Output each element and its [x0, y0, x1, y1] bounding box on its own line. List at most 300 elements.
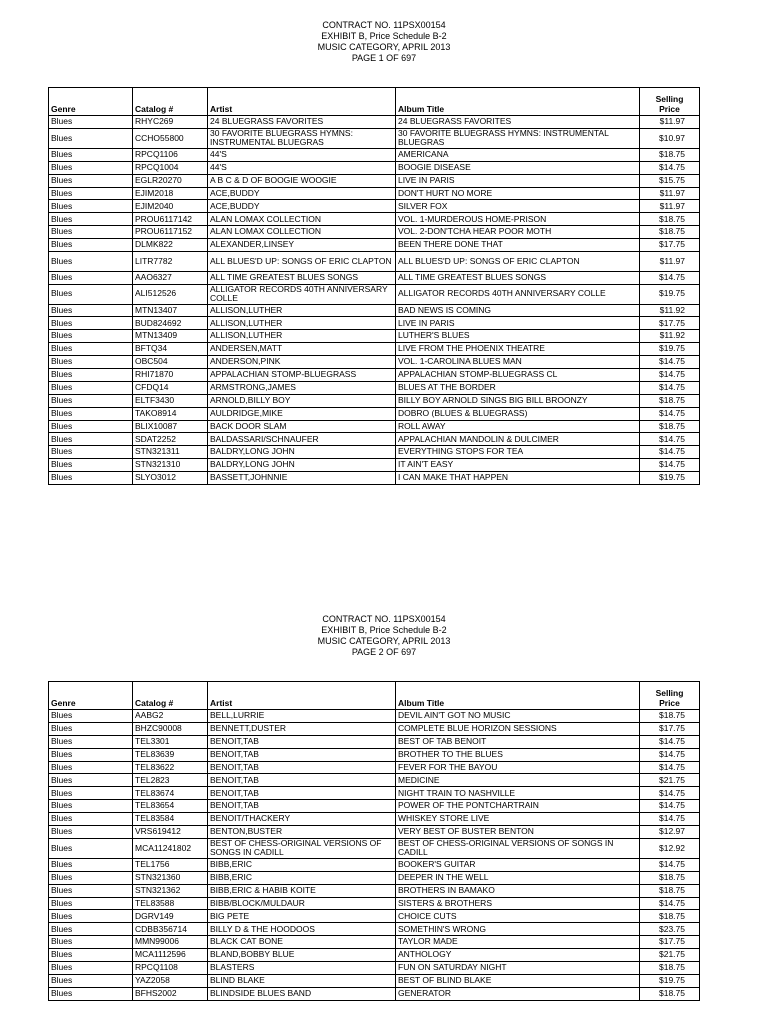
cell-artist: ARMSTRONG,JAMES — [208, 381, 396, 394]
cell-price: $14.75 — [640, 368, 700, 381]
cell-price: $21.75 — [640, 949, 700, 962]
cell-artist: BIBB,ERIC & HABIB KOITE — [208, 884, 396, 897]
cell-genre: Blues — [49, 213, 133, 226]
cell-genre: Blues — [49, 710, 133, 723]
cell-price: $11.97 — [640, 252, 700, 272]
cell-catalog: TEL83622 — [133, 761, 208, 774]
table-row — [49, 774, 700, 787]
table-row — [49, 787, 700, 800]
cell-catalog: STN321310 — [133, 459, 208, 472]
cell-genre: Blues — [49, 459, 133, 472]
cell-album: TAYLOR MADE — [396, 936, 640, 949]
table-row — [49, 420, 700, 433]
category-title: MUSIC CATEGORY, APRIL 2013 — [317, 636, 451, 646]
table-row — [49, 381, 700, 394]
cell-genre: Blues — [49, 974, 133, 987]
cell-genre: Blues — [49, 800, 133, 813]
cell-artist: ANDERSON,PINK — [208, 356, 396, 369]
cell-artist: BENNETT,DUSTER — [208, 722, 396, 735]
cell-artist: BLASTERS — [208, 962, 396, 975]
cell-price: $14.75 — [640, 858, 700, 871]
cell-genre: Blues — [49, 343, 133, 356]
cell-genre: Blues — [49, 304, 133, 317]
cell-price: $14.75 — [640, 748, 700, 761]
cell-artist: ALL BLUES'D UP: SONGS OF ERIC CLAPTON — [208, 252, 396, 272]
cell-album: WHISKEY STORE LIVE — [396, 813, 640, 826]
cell-artist: ALL TIME GREATEST BLUES SONGS — [208, 271, 396, 284]
price-header-line-2: Price — [659, 697, 680, 708]
price-header-line-1: Selling — [655, 94, 684, 104]
cell-price: $12.97 — [640, 826, 700, 839]
cell-genre: Blues — [49, 987, 133, 1000]
cell-album: FEVER FOR THE BAYOU — [396, 761, 640, 774]
exhibit-title: EXHIBIT B, Price Schedule B-2 — [321, 31, 447, 41]
cell-catalog: PROU6117152 — [133, 226, 208, 239]
cell-genre: Blues — [49, 200, 133, 213]
table-row — [49, 871, 700, 884]
cell-catalog: RPCQ1106 — [133, 148, 208, 161]
cell-catalog: OBC504 — [133, 356, 208, 369]
cell-genre: Blues — [49, 394, 133, 407]
contract-number: CONTRACT NO. 11PSX00154 — [322, 614, 446, 624]
cell-price: $18.75 — [640, 420, 700, 433]
cell-genre: Blues — [49, 748, 133, 761]
cell-catalog: STN321362 — [133, 884, 208, 897]
cell-artist: ALAN LOMAX COLLECTION — [208, 213, 396, 226]
cell-catalog: EJIM2040 — [133, 200, 208, 213]
cell-price: $11.97 — [640, 187, 700, 200]
page-1-header — [0, 20, 768, 64]
cell-genre: Blues — [49, 174, 133, 187]
cell-price: $18.75 — [640, 226, 700, 239]
cell-album: MEDICINE — [396, 774, 640, 787]
cell-price: $14.75 — [640, 407, 700, 420]
cell-genre: Blues — [49, 838, 133, 858]
cell-album: ALLIGATOR RECORDS 40TH ANNIVERSARY COLLE — [396, 284, 640, 304]
table-row — [49, 974, 700, 987]
cell-album: ANTHOLOGY — [396, 949, 640, 962]
table-row — [49, 407, 700, 420]
cell-artist: ALLISON,LUTHER — [208, 317, 396, 330]
cell-genre: Blues — [49, 962, 133, 975]
cell-album: NIGHT TRAIN TO NASHVILLE — [396, 787, 640, 800]
table-row — [49, 330, 700, 343]
cell-artist: 44'S — [208, 148, 396, 161]
table-row — [49, 923, 700, 936]
exhibit-title: EXHIBIT B, Price Schedule B-2 — [321, 625, 447, 635]
cell-catalog: DGRV149 — [133, 910, 208, 923]
cell-genre: Blues — [49, 446, 133, 459]
cell-catalog: RPCQ1108 — [133, 962, 208, 975]
cell-album: SOMETHIN'S WRONG — [396, 923, 640, 936]
cell-artist: 44'S — [208, 161, 396, 174]
cell-album: ALL BLUES'D UP: SONGS OF ERIC CLAPTON — [396, 252, 640, 272]
cell-album: BROTHER TO THE BLUES — [396, 748, 640, 761]
cell-genre: Blues — [49, 148, 133, 161]
cell-genre: Blues — [49, 271, 133, 284]
cell-genre: Blues — [49, 330, 133, 343]
cell-artist: ALLIGATOR RECORDS 40TH ANNIVERSARY COLLE — [208, 284, 396, 304]
table-row — [49, 910, 700, 923]
cell-catalog: LITR7782 — [133, 252, 208, 272]
cell-price: $14.75 — [640, 161, 700, 174]
cell-catalog: CCHO55800 — [133, 128, 208, 148]
cell-artist: BENOIT/THACKERY — [208, 813, 396, 826]
column-header-price — [640, 682, 700, 710]
cell-catalog: CDBB356714 — [133, 923, 208, 936]
cell-price: $23.75 — [640, 923, 700, 936]
cell-album: SILVER FOX — [396, 200, 640, 213]
table-row — [49, 252, 700, 272]
cell-catalog: SLYO3012 — [133, 472, 208, 485]
cell-album: ROLL AWAY — [396, 420, 640, 433]
cell-catalog: CFDQ14 — [133, 381, 208, 394]
cell-album: ALL TIME GREATEST BLUES SONGS — [396, 271, 640, 284]
price-schedule-table-page-1 — [48, 87, 700, 485]
cell-genre: Blues — [49, 317, 133, 330]
cell-album: SISTERS & BROTHERS — [396, 897, 640, 910]
cell-price: $15.75 — [640, 174, 700, 187]
cell-price: $19.75 — [640, 284, 700, 304]
cell-genre: Blues — [49, 735, 133, 748]
cell-genre: Blues — [49, 381, 133, 394]
table-row — [49, 128, 700, 148]
table-row — [49, 987, 700, 1000]
cell-artist: BENOIT,TAB — [208, 774, 396, 787]
cell-price: $11.97 — [640, 200, 700, 213]
cell-price: $19.75 — [640, 472, 700, 485]
cell-price: $14.75 — [640, 271, 700, 284]
table-header-row — [49, 682, 700, 710]
cell-artist: BENOIT,TAB — [208, 761, 396, 774]
table-row — [49, 187, 700, 200]
cell-price: $18.75 — [640, 987, 700, 1000]
cell-album: DEEPER IN THE WELL — [396, 871, 640, 884]
contract-number: CONTRACT NO. 11PSX00154 — [322, 20, 446, 30]
table-body — [49, 710, 700, 1001]
cell-artist: ACE,BUDDY — [208, 187, 396, 200]
cell-price: $14.75 — [640, 813, 700, 826]
cell-genre: Blues — [49, 722, 133, 735]
cell-artist: ALLISON,LUTHER — [208, 304, 396, 317]
cell-catalog: BUD824692 — [133, 317, 208, 330]
cell-album: 24 BLUEGRASS FAVORITES — [396, 116, 640, 129]
category-title: MUSIC CATEGORY, APRIL 2013 — [317, 42, 451, 52]
cell-album: LIVE IN PARIS — [396, 174, 640, 187]
price-schedule-table-page-2 — [48, 681, 700, 1001]
table-row — [49, 394, 700, 407]
cell-catalog: BHZC90008 — [133, 722, 208, 735]
cell-artist: BENOIT,TAB — [208, 800, 396, 813]
cell-artist: 24 BLUEGRASS FAVORITES — [208, 116, 396, 129]
cell-catalog: EJIM2018 — [133, 187, 208, 200]
cell-artist: A B C & D OF BOOGIE WOOGIE — [208, 174, 396, 187]
cell-artist: BIBB,ERIC — [208, 858, 396, 871]
cell-artist: BACK DOOR SLAM — [208, 420, 396, 433]
cell-catalog: AAO6327 — [133, 271, 208, 284]
cell-price: $18.75 — [640, 213, 700, 226]
cell-genre: Blues — [49, 420, 133, 433]
price-header-line-1: Selling — [655, 688, 684, 698]
cell-price: $19.75 — [640, 343, 700, 356]
table-row — [49, 735, 700, 748]
cell-catalog: MMN99006 — [133, 936, 208, 949]
table-row — [49, 962, 700, 975]
cell-catalog: EGLR20270 — [133, 174, 208, 187]
cell-catalog: RHYC269 — [133, 116, 208, 129]
cell-price: $14.75 — [640, 381, 700, 394]
cell-price: $11.92 — [640, 304, 700, 317]
cell-artist: BIG PETE — [208, 910, 396, 923]
cell-artist: BEST OF CHESS-ORIGINAL VERSIONS OF SONGS IN CADILL — [208, 838, 396, 858]
cell-genre: Blues — [49, 923, 133, 936]
cell-genre: Blues — [49, 761, 133, 774]
cell-album: BEST OF CHESS-ORIGINAL VERSIONS OF SONGS IN CADILL — [396, 838, 640, 858]
cell-album: I CAN MAKE THAT HAPPEN — [396, 472, 640, 485]
table-row — [49, 116, 700, 129]
cell-artist: BENOIT,TAB — [208, 748, 396, 761]
cell-catalog: TEL83588 — [133, 897, 208, 910]
cell-genre: Blues — [49, 871, 133, 884]
cell-price: $18.75 — [640, 710, 700, 723]
table-row — [49, 200, 700, 213]
cell-price: $17.75 — [640, 317, 700, 330]
table-row — [49, 304, 700, 317]
cell-price: $17.75 — [640, 239, 700, 252]
cell-artist: BALDRY,LONG JOHN — [208, 446, 396, 459]
column-header-artist: Artist — [208, 682, 396, 710]
cell-album: EVERYTHING STOPS FOR TEA — [396, 446, 640, 459]
cell-catalog: TAKO8914 — [133, 407, 208, 420]
cell-album: 30 FAVORITE BLUEGRASS HYMNS: INSTRUMENTAL BLUEGRAS — [396, 128, 640, 148]
cell-catalog: PROU6117142 — [133, 213, 208, 226]
cell-genre: Blues — [49, 187, 133, 200]
cell-price: $14.75 — [640, 446, 700, 459]
cell-artist: BIBB,ERIC — [208, 871, 396, 884]
cell-album: BEST OF TAB BENOIT — [396, 735, 640, 748]
price-header-line-2: Price — [659, 103, 680, 114]
table-row — [49, 356, 700, 369]
column-header-artist: Artist — [208, 88, 396, 116]
cell-album: BEST OF BLIND BLAKE — [396, 974, 640, 987]
cell-catalog: TEL3301 — [133, 735, 208, 748]
cell-price: $18.75 — [640, 884, 700, 897]
cell-album: BOOKER'S GUITAR — [396, 858, 640, 871]
cell-artist: BALDRY,LONG JOHN — [208, 459, 396, 472]
cell-genre: Blues — [49, 128, 133, 148]
cell-price: $21.75 — [640, 774, 700, 787]
cell-album: LIVE IN PARIS — [396, 317, 640, 330]
cell-catalog: AABG2 — [133, 710, 208, 723]
cell-artist: BLACK CAT BONE — [208, 936, 396, 949]
cell-album: APPALACHIAN STOMP-BLUEGRASS CL — [396, 368, 640, 381]
cell-catalog: TEL83654 — [133, 800, 208, 813]
cell-album: COMPLETE BLUE HORIZON SESSIONS — [396, 722, 640, 735]
cell-price: $14.75 — [640, 761, 700, 774]
table-row — [49, 761, 700, 774]
cell-artist: ACE,BUDDY — [208, 200, 396, 213]
cell-album: BAD NEWS IS COMING — [396, 304, 640, 317]
cell-catalog: TEL1756 — [133, 858, 208, 871]
column-header-catalog: Catalog # — [133, 682, 208, 710]
cell-genre: Blues — [49, 813, 133, 826]
cell-artist: BENTON,BUSTER — [208, 826, 396, 839]
cell-album: BEEN THERE DONE THAT — [396, 239, 640, 252]
cell-catalog: TEL83674 — [133, 787, 208, 800]
table-row — [49, 213, 700, 226]
cell-artist: BIBB/BLOCK/MULDAUR — [208, 897, 396, 910]
table-row — [49, 858, 700, 871]
cell-catalog: DLMK822 — [133, 239, 208, 252]
cell-artist: 30 FAVORITE BLUEGRASS HYMNS: INSTRUMENTAL BLUEGRAS — [208, 128, 396, 148]
cell-artist: BLIND BLAKE — [208, 974, 396, 987]
cell-catalog: RHI71870 — [133, 368, 208, 381]
table-row — [49, 459, 700, 472]
cell-artist: BENOIT,TAB — [208, 735, 396, 748]
table-row — [49, 271, 700, 284]
cell-artist: ALEXANDER,LINSEY — [208, 239, 396, 252]
table-row — [49, 897, 700, 910]
cell-price: $12.92 — [640, 838, 700, 858]
cell-price: $14.75 — [640, 433, 700, 446]
table-row — [49, 343, 700, 356]
cell-catalog: SDAT2252 — [133, 433, 208, 446]
cell-album: LUTHER'S BLUES — [396, 330, 640, 343]
cell-album: FUN ON SATURDAY NIGHT — [396, 962, 640, 975]
cell-artist: BASSETT,JOHNNIE — [208, 472, 396, 485]
cell-catalog: MTN13407 — [133, 304, 208, 317]
cell-artist: ARNOLD,BILLY BOY — [208, 394, 396, 407]
column-header-genre: Genre — [49, 88, 133, 116]
cell-price: $18.75 — [640, 962, 700, 975]
cell-genre: Blues — [49, 910, 133, 923]
table-row — [49, 148, 700, 161]
cell-genre: Blues — [49, 252, 133, 272]
cell-artist: BALDASSARI/SCHNAUFER — [208, 433, 396, 446]
cell-catalog: ELTF3430 — [133, 394, 208, 407]
cell-album: DON'T HURT NO MORE — [396, 187, 640, 200]
table-row — [49, 949, 700, 962]
cell-catalog: MTN13409 — [133, 330, 208, 343]
cell-genre: Blues — [49, 949, 133, 962]
cell-price: $14.75 — [640, 787, 700, 800]
column-header-genre: Genre — [49, 682, 133, 710]
column-header-price — [640, 88, 700, 116]
cell-catalog: TEL83584 — [133, 813, 208, 826]
cell-catalog: YAZ2058 — [133, 974, 208, 987]
cell-catalog: BLIX10087 — [133, 420, 208, 433]
cell-album: CHOICE CUTS — [396, 910, 640, 923]
table-row — [49, 317, 700, 330]
cell-price: $11.92 — [640, 330, 700, 343]
cell-price: $18.75 — [640, 148, 700, 161]
cell-artist: BILLY D & THE HOODOOS — [208, 923, 396, 936]
table-row — [49, 226, 700, 239]
cell-artist: APPALACHIAN STOMP-BLUEGRASS — [208, 368, 396, 381]
cell-album: BOOGIE DISEASE — [396, 161, 640, 174]
page-2-header — [0, 614, 768, 658]
cell-album: VERY BEST OF BUSTER BENTON — [396, 826, 640, 839]
cell-album: DOBRO (BLUES & BLUEGRASS) — [396, 407, 640, 420]
cell-artist: ALAN LOMAX COLLECTION — [208, 226, 396, 239]
cell-genre: Blues — [49, 936, 133, 949]
cell-price: $14.75 — [640, 800, 700, 813]
table-row — [49, 161, 700, 174]
table-body — [49, 116, 700, 485]
cell-artist: BENOIT,TAB — [208, 787, 396, 800]
cell-catalog: STN321311 — [133, 446, 208, 459]
cell-album: BROTHERS IN BAMAKO — [396, 884, 640, 897]
cell-genre: Blues — [49, 826, 133, 839]
cell-catalog: TEL2823 — [133, 774, 208, 787]
cell-catalog: MCA11241802 — [133, 838, 208, 858]
cell-genre: Blues — [49, 897, 133, 910]
table-row — [49, 433, 700, 446]
cell-artist: BLAND,BOBBY BLUE — [208, 949, 396, 962]
cell-price: $18.75 — [640, 910, 700, 923]
cell-catalog: TEL83639 — [133, 748, 208, 761]
cell-genre: Blues — [49, 356, 133, 369]
cell-album: BILLY BOY ARNOLD SINGS BIG BILL BROONZY — [396, 394, 640, 407]
column-header-album: Album Title — [396, 682, 640, 710]
cell-album: VOL. 1-CAROLINA BLUES MAN — [396, 356, 640, 369]
cell-price: $18.75 — [640, 871, 700, 884]
cell-price: $14.75 — [640, 735, 700, 748]
table-row — [49, 813, 700, 826]
cell-price: $19.75 — [640, 974, 700, 987]
cell-artist: BLINDSIDE BLUES BAND — [208, 987, 396, 1000]
cell-genre: Blues — [49, 116, 133, 129]
cell-genre: Blues — [49, 368, 133, 381]
cell-catalog: STN321360 — [133, 871, 208, 884]
table-row — [49, 884, 700, 897]
cell-price: $17.75 — [640, 722, 700, 735]
column-header-album: Album Title — [396, 88, 640, 116]
cell-artist: BELL,LURRIE — [208, 710, 396, 723]
cell-genre: Blues — [49, 161, 133, 174]
cell-price: $10.97 — [640, 128, 700, 148]
table-row — [49, 284, 700, 304]
cell-genre: Blues — [49, 884, 133, 897]
cell-album: AMERICANA — [396, 148, 640, 161]
cell-album: LIVE FROM THE PHOENIX THEATRE — [396, 343, 640, 356]
cell-genre: Blues — [49, 226, 133, 239]
table-row — [49, 239, 700, 252]
cell-price: $17.75 — [640, 936, 700, 949]
cell-catalog: MCA1112596 — [133, 949, 208, 962]
table-row — [49, 826, 700, 839]
cell-album: GENERATOR — [396, 987, 640, 1000]
cell-price: $11.97 — [640, 116, 700, 129]
cell-album: DEVIL AIN'T GOT NO MUSIC — [396, 710, 640, 723]
table-row — [49, 722, 700, 735]
cell-price: $14.75 — [640, 897, 700, 910]
table-header-row — [49, 88, 700, 116]
table-row — [49, 936, 700, 949]
table-row — [49, 368, 700, 381]
cell-album: POWER OF THE PONTCHARTRAIN — [396, 800, 640, 813]
column-header-catalog: Catalog # — [133, 88, 208, 116]
cell-price: $14.75 — [640, 356, 700, 369]
cell-genre: Blues — [49, 787, 133, 800]
cell-genre: Blues — [49, 407, 133, 420]
cell-catalog: VRS619412 — [133, 826, 208, 839]
table-row — [49, 710, 700, 723]
table-row — [49, 174, 700, 187]
cell-album: VOL. 1-MURDEROUS HOME-PRISON — [396, 213, 640, 226]
cell-genre: Blues — [49, 774, 133, 787]
page-number: PAGE 2 OF 697 — [351, 647, 417, 657]
